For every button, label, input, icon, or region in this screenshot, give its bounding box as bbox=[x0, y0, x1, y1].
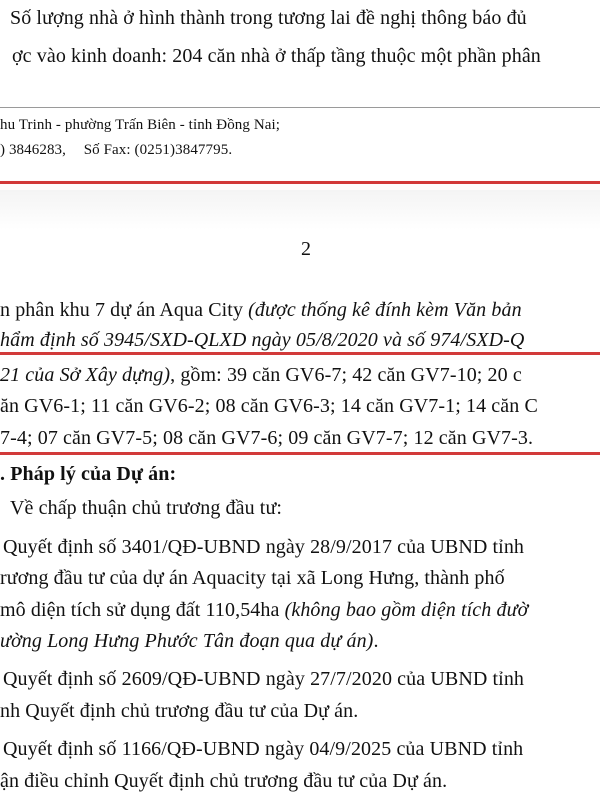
highlight-underline-1 bbox=[0, 352, 600, 355]
body-line-1 bbox=[0, 298, 522, 322]
body-line-3 bbox=[0, 363, 522, 387]
body-line-1-italic: (được thống kê đính kèm Văn bản bbox=[248, 299, 522, 321]
body-line-11-italic: ường Long Hưng Phước Tân đoạn qua dự án) bbox=[0, 630, 374, 652]
page-number: 2 bbox=[301, 238, 312, 260]
body-line-3-italic: 21 của Sở Xây dựng) bbox=[0, 364, 171, 386]
body-line-11-text: . bbox=[373, 630, 379, 652]
body-line-1-text: n phân khu 7 dự án Aqua City bbox=[0, 299, 249, 321]
previous-page-line-1: Số lượng nhà ở hình thành trong tương lai đề nghị thông báo đủ bbox=[10, 7, 527, 29]
body-line-9: rương đầu tư của dự án Aquacity tại xã Long Hưng, thành phố bbox=[0, 567, 505, 589]
body-line-14: Quyết định số 1166/QĐ-UBND ngày 04/9/2025 của UBND tỉnh bbox=[3, 738, 524, 760]
body-line-2: hẩm định số 3945/SXD-QLXD ngày 05/8/2020 và số 974/SXD-Q bbox=[0, 329, 525, 351]
footer-divider bbox=[0, 107, 600, 108]
highlight-underline-2 bbox=[0, 452, 600, 455]
body-line-10 bbox=[0, 598, 528, 622]
body-line-10-text: mô diện tích sử dụng đất 110,54ha bbox=[0, 599, 285, 621]
footer-phone: ) 3846283, bbox=[0, 142, 66, 158]
body-line-13: nh Quyết định chủ trương đầu tư của Dự án. bbox=[0, 700, 359, 722]
body-line-4: ăn GV6-1; 11 căn GV6-2; 08 căn GV6-3; 14 căn GV7-1; 14 căn C bbox=[0, 395, 538, 417]
footer-address: hu Trinh - phường Trấn Biên - tỉnh Đồng Nai; bbox=[0, 117, 281, 133]
body-line-3-text: , gồm: 39 căn GV6-7; 42 căn GV7-10; 20 c bbox=[170, 364, 522, 386]
highlight-underline-footer bbox=[0, 181, 600, 184]
body-line-7: Về chấp thuận chủ trương đầu tư: bbox=[10, 497, 283, 519]
previous-page-line-2: ợc vào kinh doanh: 204 căn nhà ở thấp tầng thuộc một phần phân bbox=[12, 45, 541, 67]
page-gap bbox=[0, 190, 600, 230]
body-line-5: 7-4; 07 căn GV7-5; 08 căn GV7-6; 09 căn GV7-7; 12 căn GV7-3. bbox=[0, 427, 534, 449]
body-line-15: ận điều chỉnh Quyết định chủ trương đầu tư của Dự án. bbox=[0, 770, 448, 792]
section-heading-legal: . Pháp lý của Dự án: bbox=[0, 463, 177, 485]
footer-contact bbox=[0, 140, 232, 160]
body-line-11 bbox=[0, 629, 379, 653]
body-line-12: Quyết định số 2609/QĐ-UBND ngày 27/7/2020 của UBND tỉnh bbox=[3, 668, 525, 690]
body-line-8: Quyết định số 3401/QĐ-UBND ngày 28/9/2017 của UBND tỉnh bbox=[3, 536, 525, 558]
body-line-10-italic: (không bao gồm diện tích đườ bbox=[284, 599, 529, 621]
footer-fax: Số Fax: (0251)3847795. bbox=[83, 142, 233, 158]
